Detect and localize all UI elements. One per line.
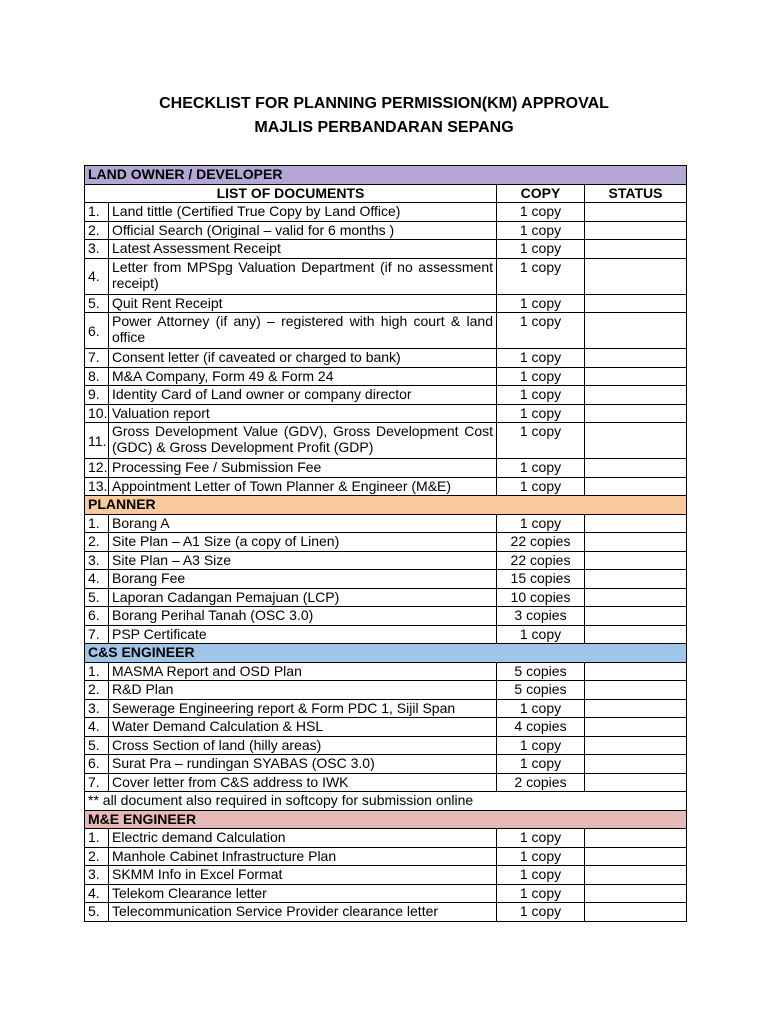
document-description: Gross Development Value (GDV), Gross Development Cost (GDC) & Gross Development Profit (GDP) (109, 423, 497, 459)
status-cell[interactable] (585, 773, 687, 792)
copy-count: 1 copy (497, 294, 585, 313)
status-cell[interactable] (585, 884, 687, 903)
status-cell[interactable] (585, 533, 687, 552)
item-number: 12. (85, 459, 109, 478)
table-row (85, 258, 687, 294)
item-number: 11. (85, 423, 109, 459)
copy-count: 1 copy (497, 313, 585, 349)
table-row (85, 903, 687, 922)
copy-count: 1 copy (497, 755, 585, 774)
document-description: Telecommunication Service Provider clearance letter (109, 903, 497, 922)
status-header: STATUS (585, 184, 687, 203)
status-cell[interactable] (585, 829, 687, 848)
checklist-table (84, 165, 687, 922)
document-description: Borang Fee (109, 570, 497, 589)
table-row (85, 866, 687, 885)
document-description: Land tittle (Certified True Copy by Land Office) (109, 203, 497, 222)
table-row (85, 736, 687, 755)
table-row (85, 588, 687, 607)
item-number: 3. (85, 240, 109, 259)
status-cell[interactable] (585, 903, 687, 922)
column-header-row (85, 184, 687, 203)
copy-count: 1 copy (497, 240, 585, 259)
document-description: SKMM Info in Excel Format (109, 866, 497, 885)
document-description: Manhole Cabinet Infrastructure Plan (109, 847, 497, 866)
document-title: CHECKLIST FOR PLANNING PERMISSION(KM) APPROVAL (159, 95, 609, 112)
table-row (85, 829, 687, 848)
document-description: Valuation report (109, 404, 497, 423)
item-number: 1. (85, 203, 109, 222)
item-number: 2. (85, 847, 109, 866)
status-cell[interactable] (585, 699, 687, 718)
copy-count: 1 copy (497, 459, 585, 478)
section-title: M&E ENGINEER (85, 810, 687, 829)
status-cell[interactable] (585, 258, 687, 294)
document-description: Consent letter (if caveated or charged to bank) (109, 349, 497, 368)
table-row (85, 349, 687, 368)
document-description: Latest Assessment Receipt (109, 240, 497, 259)
table-row (85, 203, 687, 222)
table-row (85, 533, 687, 552)
copy-count: 1 copy (497, 903, 585, 922)
copy-count: 2 copies (497, 773, 585, 792)
copy-count: 10 copies (497, 588, 585, 607)
copy-count: 1 copy (497, 386, 585, 405)
status-cell[interactable] (585, 866, 687, 885)
item-number: 8. (85, 367, 109, 386)
copy-count: 1 copy (497, 829, 585, 848)
item-number: 9. (85, 386, 109, 405)
status-cell[interactable] (585, 755, 687, 774)
table-row (85, 294, 687, 313)
section-header-row (85, 644, 687, 663)
item-number: 2. (85, 221, 109, 240)
status-cell[interactable] (585, 551, 687, 570)
status-cell[interactable] (585, 404, 687, 423)
document-description: Telekom Clearance letter (109, 884, 497, 903)
status-cell[interactable] (585, 607, 687, 626)
table-row (85, 459, 687, 478)
table-row (85, 681, 687, 700)
item-number: 7. (85, 349, 109, 368)
copy-count: 1 copy (497, 625, 585, 644)
copy-count: 1 copy (497, 367, 585, 386)
table-row (85, 662, 687, 681)
table-row (85, 699, 687, 718)
softcopy-note: ** all document also required in softcopy for submission online (85, 792, 687, 811)
status-cell[interactable] (585, 386, 687, 405)
item-number: 4. (85, 884, 109, 903)
item-number: 7. (85, 625, 109, 644)
copy-count: 1 copy (497, 847, 585, 866)
table-row (85, 718, 687, 737)
section-title: PLANNER (85, 496, 687, 515)
document-description: Surat Pra – rundingan SYABAS (OSC 3.0) (109, 755, 497, 774)
item-number: 6. (85, 607, 109, 626)
item-number: 2. (85, 533, 109, 552)
copy-count: 1 copy (497, 258, 585, 294)
table-row (85, 367, 687, 386)
table-row (85, 514, 687, 533)
document-description: Processing Fee / Submission Fee (109, 459, 497, 478)
status-cell[interactable] (585, 736, 687, 755)
document-description: Cross Section of land (hilly areas) (109, 736, 497, 755)
document-description: Site Plan – A1 Size (a copy of Linen) (109, 533, 497, 552)
item-number: 2. (85, 681, 109, 700)
status-cell[interactable] (585, 423, 687, 459)
document-description: Sewerage Engineering report & Form PDC 1, Sijil Span (109, 699, 497, 718)
copy-count: 3 copies (497, 607, 585, 626)
table-row (85, 313, 687, 349)
item-number: 13. (85, 477, 109, 496)
item-number: 1. (85, 514, 109, 533)
table-row (85, 551, 687, 570)
document-description: Borang Perihal Tanah (OSC 3.0) (109, 607, 497, 626)
copy-count: 22 copies (497, 533, 585, 552)
table-row (85, 404, 687, 423)
copy-count: 1 copy (497, 477, 585, 496)
item-number: 4. (85, 718, 109, 737)
table-row (85, 847, 687, 866)
document-subtitle: MAJLIS PERBANDARAN SEPANG (254, 119, 514, 136)
table-row (85, 477, 687, 496)
status-cell[interactable] (585, 662, 687, 681)
document-description: Site Plan – A3 Size (109, 551, 497, 570)
item-number: 1. (85, 829, 109, 848)
status-cell[interactable] (585, 625, 687, 644)
item-number: 4. (85, 570, 109, 589)
status-cell[interactable] (585, 313, 687, 349)
item-number: 7. (85, 773, 109, 792)
status-cell[interactable] (585, 221, 687, 240)
status-cell[interactable] (585, 718, 687, 737)
document-description: R&D Plan (109, 681, 497, 700)
table-row (85, 423, 687, 459)
table-row (85, 625, 687, 644)
document-description: M&A Company, Form 49 & Form 24 (109, 367, 497, 386)
copy-count: 5 copies (497, 681, 585, 700)
list-of-documents-header: LIST OF DOCUMENTS (85, 184, 497, 203)
status-cell[interactable] (585, 570, 687, 589)
document-description: Electric demand Calculation (109, 829, 497, 848)
document-description: MASMA Report and OSD Plan (109, 662, 497, 681)
copy-count: 1 copy (497, 221, 585, 240)
item-number: 3. (85, 699, 109, 718)
status-cell[interactable] (585, 203, 687, 222)
document-description: Borang A (109, 514, 497, 533)
copy-count: 15 copies (497, 570, 585, 589)
table-row (85, 386, 687, 405)
item-number: 4. (85, 258, 109, 294)
document-description: Official Search (Original – valid for 6 months ) (109, 221, 497, 240)
table-row (85, 221, 687, 240)
item-number: 6. (85, 755, 109, 774)
copy-count: 22 copies (497, 551, 585, 570)
document-description: Quit Rent Receipt (109, 294, 497, 313)
document-description: Cover letter from C&S address to IWK (109, 773, 497, 792)
copy-count: 1 copy (497, 349, 585, 368)
section-header-row (85, 810, 687, 829)
copy-count: 1 copy (497, 736, 585, 755)
item-number: 6. (85, 313, 109, 349)
status-cell[interactable] (585, 459, 687, 478)
item-number: 5. (85, 736, 109, 755)
copy-count: 1 copy (497, 866, 585, 885)
status-cell[interactable] (585, 681, 687, 700)
table-row (85, 570, 687, 589)
status-cell[interactable] (585, 349, 687, 368)
copy-count: 1 copy (497, 423, 585, 459)
status-cell[interactable] (585, 588, 687, 607)
item-number: 3. (85, 551, 109, 570)
section-title: C&S ENGINEER (85, 644, 687, 663)
document-description: Power Attorney (if any) – registered with high court & land office (109, 313, 497, 349)
item-number: 5. (85, 294, 109, 313)
status-cell[interactable] (585, 240, 687, 259)
document-description: Identity Card of Land owner or company director (109, 386, 497, 405)
document-description: PSP Certificate (109, 625, 497, 644)
item-number: 5. (85, 588, 109, 607)
note-row (85, 792, 687, 811)
status-cell[interactable] (585, 847, 687, 866)
document-description: Laporan Cadangan Pemajuan (LCP) (109, 588, 497, 607)
document-description: Appointment Letter of Town Planner & Engineer (M&E) (109, 477, 497, 496)
table-row (85, 240, 687, 259)
table-row (85, 755, 687, 774)
copy-header: COPY (497, 184, 585, 203)
section-header-row (85, 496, 687, 515)
copy-count: 1 copy (497, 514, 585, 533)
item-number: 1. (85, 662, 109, 681)
status-cell[interactable] (585, 514, 687, 533)
status-cell[interactable] (585, 477, 687, 496)
copy-count: 1 copy (497, 884, 585, 903)
item-number: 10. (85, 404, 109, 423)
copy-count: 1 copy (497, 404, 585, 423)
status-cell[interactable] (585, 294, 687, 313)
section-header-row (85, 166, 687, 185)
table-row (85, 607, 687, 626)
copy-count: 1 copy (497, 203, 585, 222)
copy-count: 1 copy (497, 699, 585, 718)
item-number: 5. (85, 903, 109, 922)
document-description: Water Demand Calculation & HSL (109, 718, 497, 737)
copy-count: 5 copies (497, 662, 585, 681)
document-description: Letter from MPSpg Valuation Department (if no assessment receipt) (109, 258, 497, 294)
status-cell[interactable] (585, 367, 687, 386)
table-row (85, 773, 687, 792)
table-row (85, 884, 687, 903)
section-title: LAND OWNER / DEVELOPER (85, 166, 687, 185)
item-number: 3. (85, 866, 109, 885)
copy-count: 4 copies (497, 718, 585, 737)
